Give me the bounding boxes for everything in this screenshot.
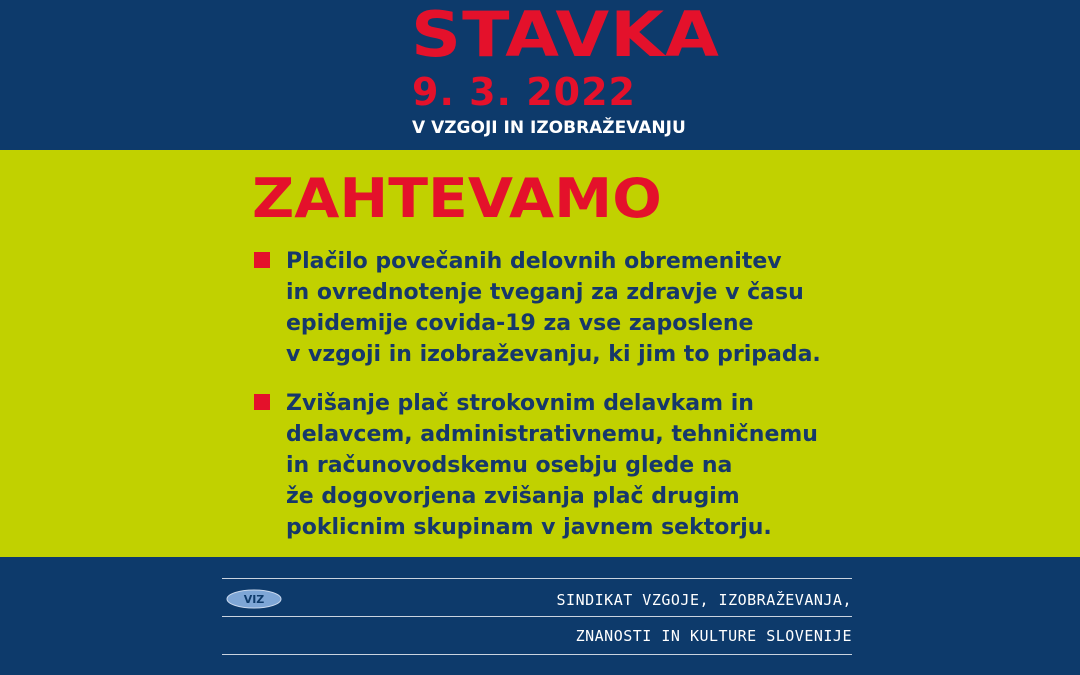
org-name-line2: ZNANOSTI IN KULTURE SLOVENIJE: [575, 627, 852, 645]
footer-section: [0, 557, 1080, 675]
divider: [222, 616, 852, 617]
square-bullet-icon: [254, 394, 270, 410]
demands-section: [0, 150, 1080, 557]
logo-text: VIZ: [243, 593, 265, 606]
org-name-line1: SINDIKAT VZGOJE, IZOBRAŽEVANJA,: [556, 591, 852, 609]
square-bullet-icon: [254, 252, 270, 268]
demand-text: Zvišanje plač strokovnim delavkam in delavcem, administrativnemu, tehničnemu in računovodskemu osebju glede na že dogovorjena zvišanja plač drugim poklicnim skupinam v javnem sektorju.: [286, 391, 818, 540]
header-section: [0, 0, 1080, 150]
demands-heading: ZAHTEVAMO: [252, 167, 662, 230]
union-logo: [226, 588, 282, 610]
divider: [222, 578, 852, 579]
strike-date: 9. 3. 2022: [412, 70, 636, 114]
demand-text: Plačilo povečanih delovnih obremenitev in ovrednotenje tveganj za zdravje v času epidemije covida-19 za vse zaposlene v vzgoji in izobraževanju, ki jim to pripada.: [286, 249, 821, 367]
strike-title: STAVKA: [411, 0, 721, 71]
strike-subtitle: V VZGOJI IN IZOBRAŽEVANJU: [412, 118, 686, 138]
divider: [222, 654, 852, 655]
